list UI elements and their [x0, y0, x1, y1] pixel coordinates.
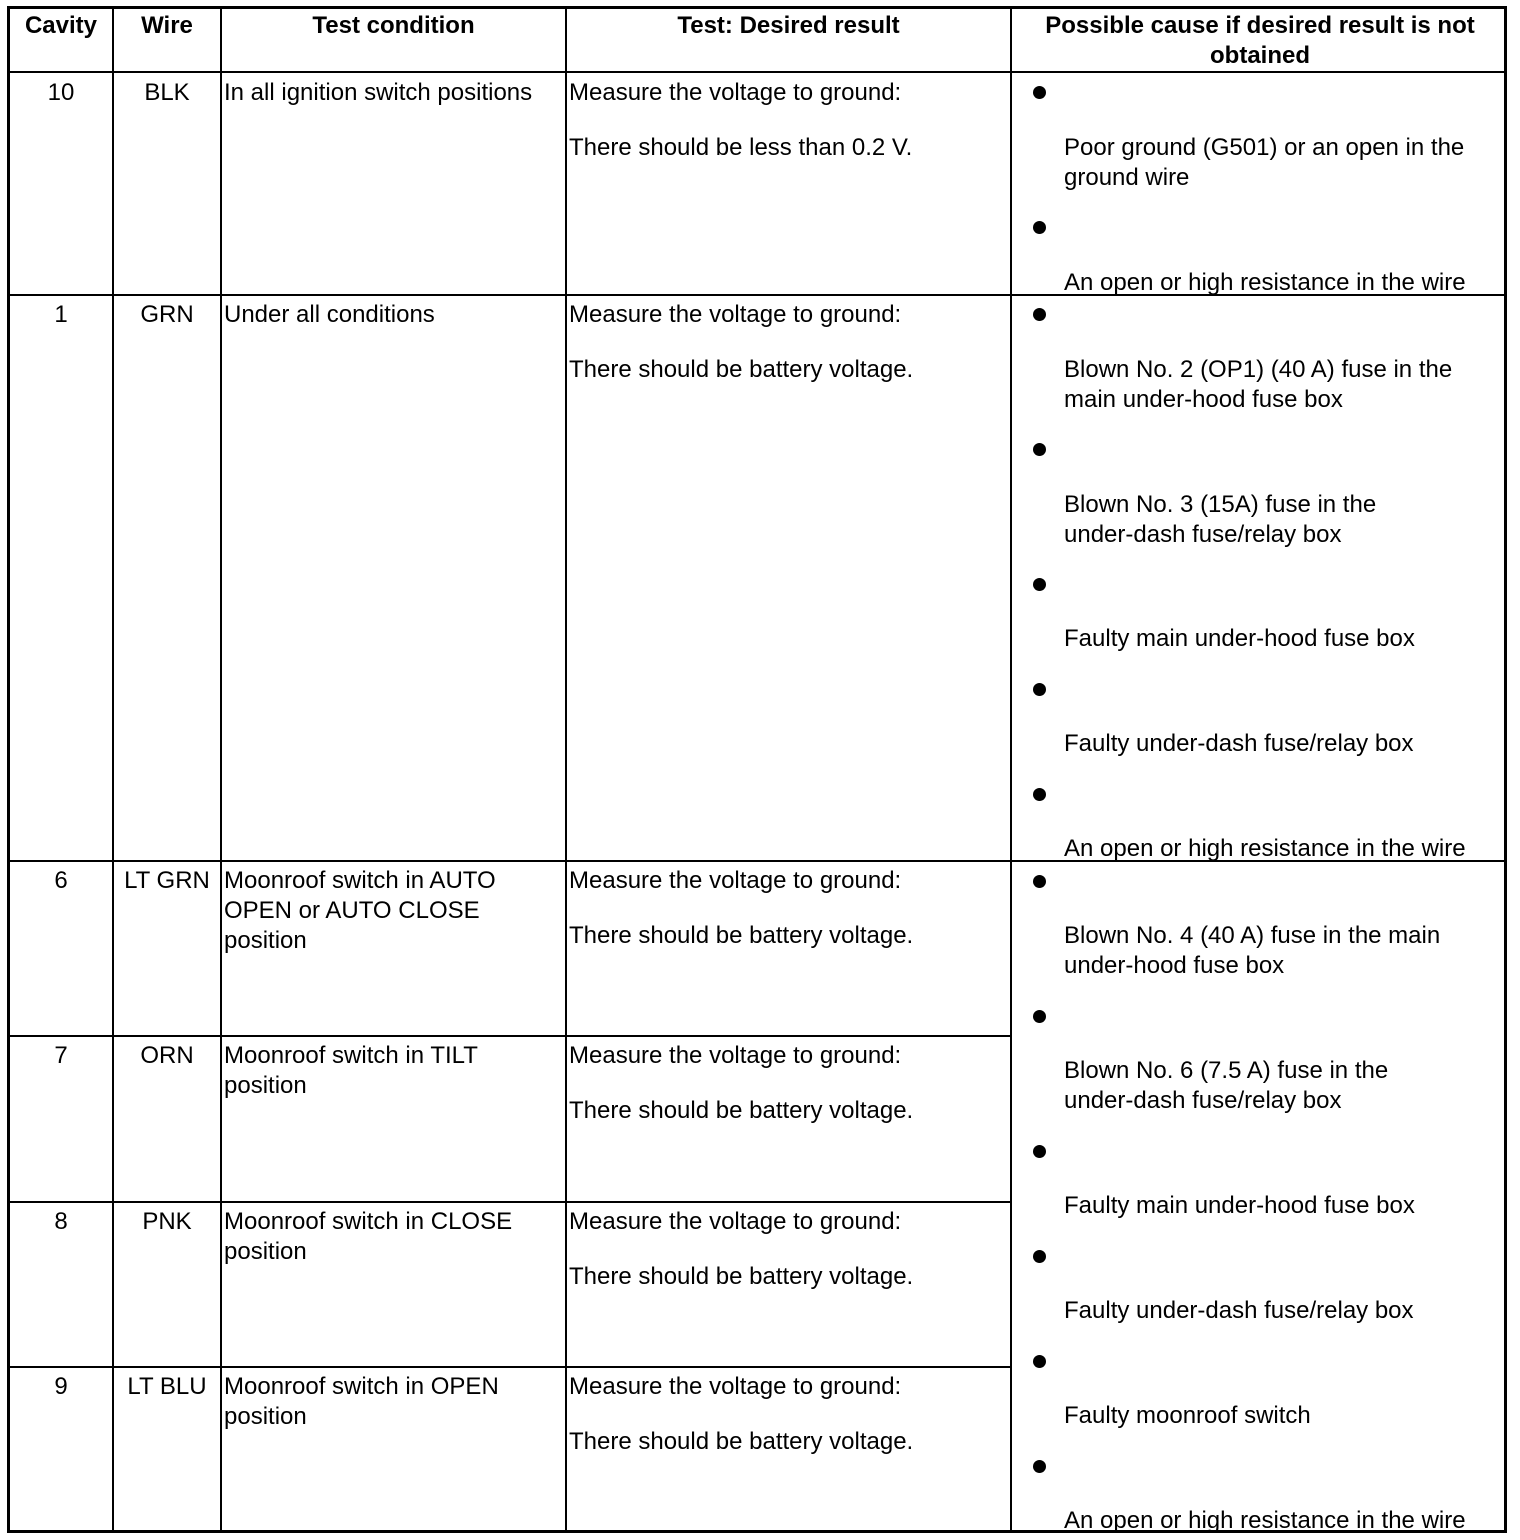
desired-result-line: Measure the voltage to ground:	[569, 301, 902, 328]
bullet-icon	[1033, 1250, 1046, 1263]
wire-cell: LT GRN	[124, 867, 210, 894]
desired-result-line: Measure the voltage to ground:	[569, 79, 902, 106]
bullet-icon	[1033, 1010, 1046, 1023]
bullet-icon	[1033, 875, 1046, 888]
wire-cell: BLK	[144, 79, 190, 106]
possible-cause-item: An open or high resistance in the wire	[1064, 1507, 1466, 1534]
cavity-cell: 9	[54, 1373, 68, 1400]
possible-cause-item: Blown No. 3 (15A) fuse in the under-dash fuse/relay box	[1064, 491, 1377, 548]
column-divider	[1010, 6, 1012, 1533]
bullet-icon	[1033, 308, 1046, 321]
possible-cause-item: Faulty main under-hood fuse box	[1064, 625, 1415, 652]
test-condition-cell: Moonroof switch in OPEN position	[224, 1373, 499, 1430]
row-divider	[7, 1035, 1011, 1037]
test-condition-cell: Moonroof switch in AUTO OPEN or AUTO CLOSE position	[224, 867, 496, 954]
possible-cause-item: Blown No. 4 (40 A) fuse in the main under-hood fuse box	[1064, 922, 1441, 979]
column-divider	[565, 6, 567, 1533]
test-condition-cell: In all ignition switch positions	[224, 79, 533, 106]
header-possible-cause: Possible cause if desired result is not obtained	[1045, 12, 1475, 69]
wire-cell: LT BLU	[127, 1373, 207, 1400]
bullet-icon	[1033, 788, 1046, 801]
column-divider	[112, 6, 114, 1533]
possible-cause-item: Poor ground (G501) or an open in the ground wire	[1064, 134, 1465, 191]
wire-cell: ORN	[140, 1042, 194, 1069]
bullet-icon	[1033, 578, 1046, 591]
header-cavity: Cavity	[24, 12, 98, 39]
cavity-cell: 8	[54, 1208, 68, 1235]
header-wire: Wire	[141, 12, 193, 39]
possible-cause-item: An open or high resistance in the wire	[1064, 835, 1466, 862]
header-divider	[7, 71, 1507, 73]
bullet-icon	[1033, 683, 1046, 696]
cavity-cell: 10	[47, 79, 75, 106]
test-condition-cell: Moonroof switch in CLOSE position	[224, 1208, 513, 1265]
header-desired-result: Test: Desired result	[677, 12, 900, 39]
possible-cause-item: Faulty under-dash fuse/relay box	[1064, 730, 1414, 757]
possible-cause-item: Blown No. 6 (7.5 A) fuse in the under-dash fuse/relay box	[1064, 1057, 1389, 1114]
desired-result-line: There should be battery voltage.	[569, 1428, 914, 1455]
desired-result-line: There should be battery voltage.	[569, 1263, 914, 1290]
header-test-condition: Test condition	[312, 12, 475, 39]
bullet-icon	[1033, 443, 1046, 456]
table-border-right	[1504, 6, 1507, 1533]
wire-cell: PNK	[142, 1208, 192, 1235]
possible-cause-item: Blown No. 2 (OP1) (40 A) fuse in the main under-hood fuse box	[1064, 356, 1453, 413]
desired-result-line: Measure the voltage to ground:	[569, 867, 902, 894]
table-border-top	[7, 6, 1507, 9]
bullet-icon	[1033, 1355, 1046, 1368]
bullet-icon	[1033, 86, 1046, 99]
desired-result-line: Measure the voltage to ground:	[569, 1373, 902, 1400]
cavity-cell: 6	[54, 867, 68, 894]
desired-result-line: Measure the voltage to ground:	[569, 1042, 902, 1069]
cavity-cell: 1	[54, 301, 68, 328]
desired-result-line: There should be battery voltage.	[569, 1097, 914, 1124]
desired-result-line: Measure the voltage to ground:	[569, 1208, 902, 1235]
test-condition-cell: Moonroof switch in TILT position	[224, 1042, 478, 1099]
desired-result-line: There should be less than 0.2 V.	[569, 134, 913, 161]
desired-result-line: There should be battery voltage.	[569, 922, 914, 949]
desired-result-line: There should be battery voltage.	[569, 356, 914, 383]
possible-cause-item: Faulty main under-hood fuse box	[1064, 1192, 1415, 1219]
row-divider	[7, 1366, 1011, 1368]
cavity-cell: 7	[54, 1042, 68, 1069]
possible-cause-item: Faulty moonroof switch	[1064, 1402, 1311, 1429]
bullet-icon	[1033, 221, 1046, 234]
column-divider	[220, 6, 222, 1533]
bullet-icon	[1033, 1460, 1046, 1473]
row-divider	[7, 1201, 1011, 1203]
table-border-left	[7, 6, 10, 1533]
bullet-icon	[1033, 1145, 1046, 1158]
possible-cause-item: An open or high resistance in the wire	[1064, 269, 1466, 296]
test-condition-cell: Under all conditions	[224, 301, 435, 328]
possible-cause-item: Faulty under-dash fuse/relay box	[1064, 1297, 1414, 1324]
wire-cell: GRN	[140, 301, 194, 328]
